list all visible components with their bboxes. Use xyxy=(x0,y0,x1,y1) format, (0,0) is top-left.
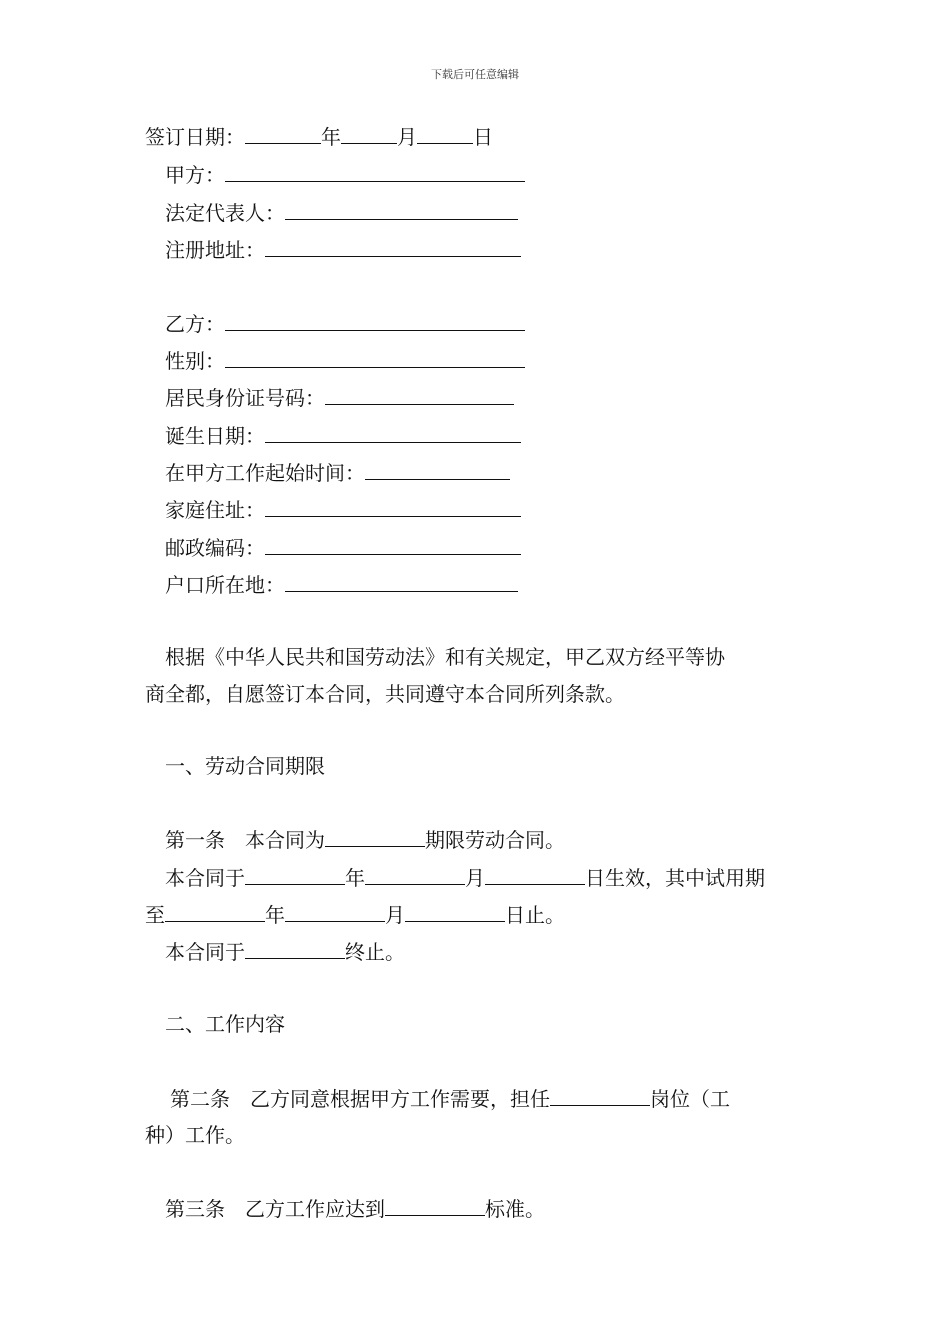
sign-month-label: 月 xyxy=(397,125,417,149)
contract-end-blank xyxy=(245,936,345,959)
trial-end-line xyxy=(145,899,565,929)
trial-day-blank xyxy=(405,899,505,922)
party-b-id-line xyxy=(165,382,514,412)
party-b-id-blank xyxy=(325,382,514,405)
trial-prefix: 至 xyxy=(145,903,165,927)
intro-line-2: 商全都，自愿签订本合同，共同遵守本合同所列条款。 xyxy=(145,682,625,706)
trial-month-label: 月 xyxy=(385,903,405,927)
section-2-title: 二、工作内容 xyxy=(165,1012,285,1036)
section-1-title: 一、劳动合同期限 xyxy=(165,754,325,778)
effective-year-label: 年 xyxy=(345,866,365,890)
party-b-hukou-line xyxy=(165,569,518,599)
party-b-start-blank xyxy=(365,457,510,480)
party-b-hukou-label: 户口所在地： xyxy=(165,573,285,597)
sign-day-blank xyxy=(417,121,473,144)
party-a-rep-blank xyxy=(285,197,518,220)
article-2-line-2: 种）工作。 xyxy=(145,1123,245,1147)
sign-month-blank xyxy=(341,121,397,144)
party-b-postcode-label: 邮政编码： xyxy=(165,536,265,560)
trial-year-label: 年 xyxy=(265,903,285,927)
sign-date-line xyxy=(145,121,493,151)
party-a-address-label: 注册地址： xyxy=(165,238,265,262)
party-b-postcode-line xyxy=(165,532,521,562)
intro-line-1: 根据《中华人民共和国劳动法》和有关规定，甲乙双方经平等协 xyxy=(165,645,725,669)
party-a-rep-line xyxy=(165,197,518,227)
article-3-suffix: 标准。 xyxy=(485,1197,545,1221)
article-2-suffix: 岗位（工 xyxy=(650,1087,730,1111)
sign-day-label: 日 xyxy=(473,125,493,149)
article-1-prefix: 第一条 本合同为 xyxy=(165,828,325,852)
party-b-name-line xyxy=(165,308,525,338)
party-b-gender-blank xyxy=(225,345,525,368)
party-a-address-blank xyxy=(265,234,521,257)
effective-prefix: 本合同于 xyxy=(165,866,245,890)
party-b-hukou-blank xyxy=(285,569,518,592)
party-a-name-label: 甲方： xyxy=(165,163,225,187)
contract-term-blank xyxy=(325,824,425,847)
article-2-prefix: 第二条 乙方同意根据甲方工作需要，担任 xyxy=(170,1087,550,1111)
contract-end-suffix: 终止。 xyxy=(345,940,405,964)
contract-end-prefix: 本合同于 xyxy=(165,940,245,964)
party-a-name-blank xyxy=(225,159,525,182)
effective-year-blank xyxy=(245,862,345,885)
effective-month-label: 月 xyxy=(465,866,485,890)
party-b-name-blank xyxy=(225,308,525,331)
sign-year-label: 年 xyxy=(321,125,341,149)
position-blank xyxy=(550,1083,650,1106)
party-b-gender-label: 性别： xyxy=(165,349,225,373)
party-a-name-line xyxy=(165,159,525,189)
party-b-postcode-blank xyxy=(265,532,521,555)
party-b-name-label: 乙方： xyxy=(165,312,225,336)
party-b-home-label: 家庭住址： xyxy=(165,498,265,522)
effective-month-blank xyxy=(365,862,465,885)
effective-date-line xyxy=(165,862,765,892)
sign-year-blank xyxy=(245,121,321,144)
party-b-gender-line xyxy=(165,345,525,375)
article-3-line xyxy=(165,1193,545,1223)
article-2-line-1 xyxy=(170,1083,730,1113)
party-a-rep-label: 法定代表人： xyxy=(165,201,285,225)
trial-suffix: 日止。 xyxy=(505,903,565,927)
party-b-start-label: 在甲方工作起始时间： xyxy=(165,461,365,485)
contract-end-line xyxy=(165,936,405,966)
article-1-suffix: 期限劳动合同。 xyxy=(425,828,565,852)
standard-blank xyxy=(385,1193,485,1216)
party-b-home-line xyxy=(165,494,521,524)
article-3-prefix: 第三条 乙方工作应达到 xyxy=(165,1197,385,1221)
article-1-line xyxy=(165,824,565,854)
party-b-birth-blank xyxy=(265,420,521,443)
party-a-address-line xyxy=(165,234,521,264)
trial-year-blank xyxy=(165,899,265,922)
sign-date-label: 签订日期： xyxy=(145,125,245,149)
page-header: 下载后可任意编辑 xyxy=(431,68,519,81)
effective-day-blank xyxy=(485,862,585,885)
party-b-birth-label: 诞生日期： xyxy=(165,424,265,448)
party-b-home-blank xyxy=(265,494,521,517)
party-b-birth-line xyxy=(165,420,521,450)
effective-suffix: 日生效，其中试用期 xyxy=(585,866,765,890)
party-b-id-label: 居民身份证号码： xyxy=(165,386,325,410)
party-b-start-line xyxy=(165,457,510,487)
trial-month-blank xyxy=(285,899,385,922)
